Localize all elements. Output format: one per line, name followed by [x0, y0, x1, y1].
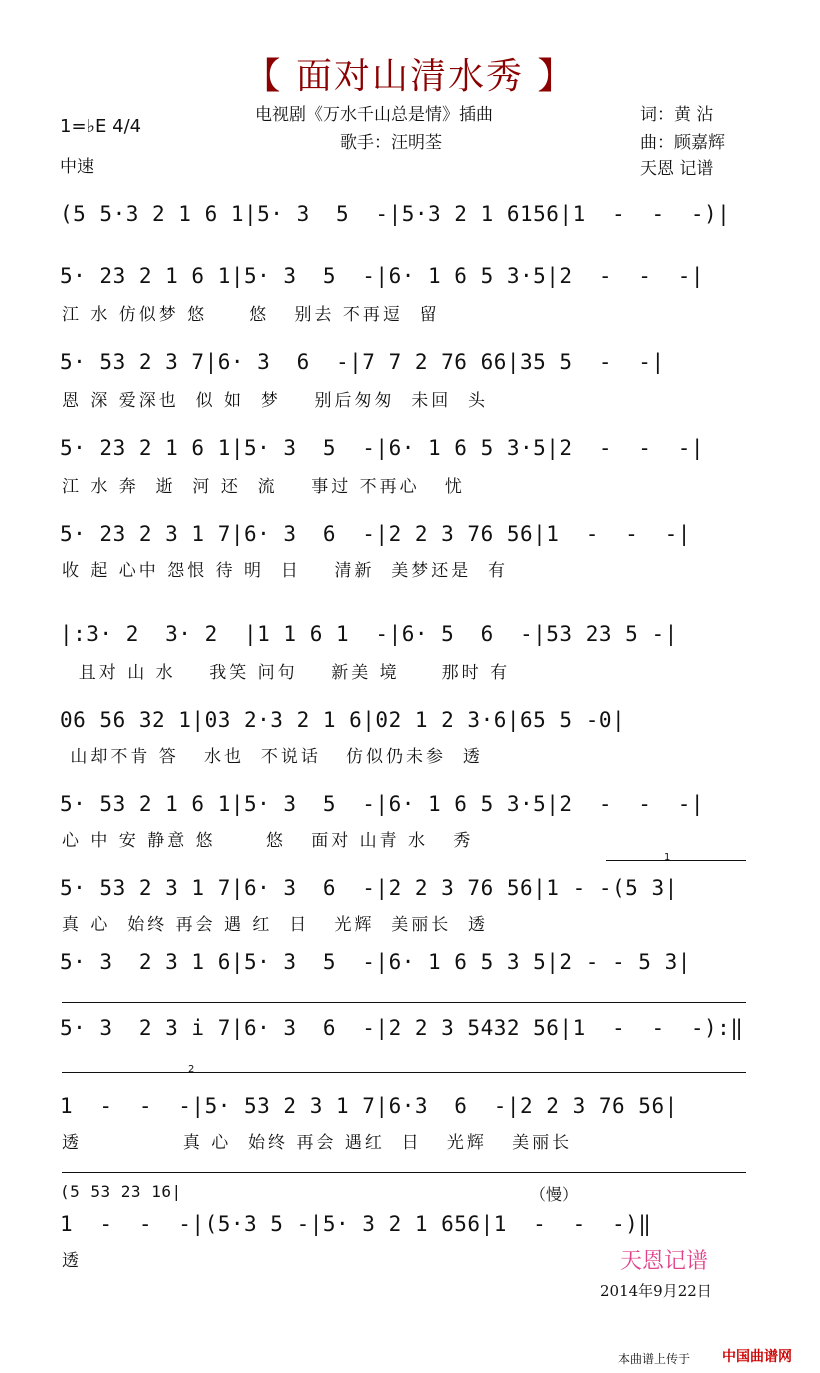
score-line-4: 5· 23 2 1 6 1|5· 3 5 -|6· 1 6 5 3·5|2 - - -| — [60, 436, 705, 460]
ending-1-bracket — [606, 860, 746, 861]
singer: 歌手：汪明荃 — [340, 133, 442, 153]
score-line-14: 1 - - -|(5·3 5 -|5· 3 2 1 656|1 - - -)‖ — [60, 1212, 652, 1236]
ending-1-label: 1 — [664, 852, 671, 863]
ending-2-extension — [62, 1172, 746, 1173]
lyric-line-6: 且对 山 水 我笑 问句 新美 境 那时 有 — [62, 663, 511, 683]
ending-2-bracket — [62, 1072, 746, 1073]
score-line-13: (5 53 23 16| — [60, 1182, 182, 1201]
lyricist: 词：黄 沾 — [640, 105, 714, 125]
ending-2-label: 2 — [188, 1064, 195, 1075]
footer-text: 本曲谱上传于 — [618, 1352, 691, 1366]
score-line-8: 5· 53 2 1 6 1|5· 3 5 -|6· 1 6 5 3·5|2 - - -| — [60, 792, 705, 816]
ending-1-extension — [62, 1002, 746, 1003]
score-line-1: (5 5·3 2 1 6 1|5· 3 5 -|5·3 2 1 6156|1 - - -)| — [60, 202, 731, 226]
lyric-line-9: 真 心 始终 再会 遇 红 日 光辉 美丽长 透 — [62, 915, 489, 935]
score-line-12: 1 - - -|5· 53 2 3 1 7|6·3 6 -|2 2 3 76 56| — [60, 1094, 678, 1118]
score-line-3: 5· 53 2 3 7|6· 3 6 -|7 7 2 76 66|35 5 - -| — [60, 350, 665, 374]
lyric-line-8: 心 中 安 静意 悠 悠 面对 山青 水 秀 — [62, 831, 474, 851]
transcriber: 天恩 记谱 — [640, 159, 714, 179]
slow-mark: （慢） — [530, 1185, 579, 1204]
score-line-2: 5· 23 2 1 6 1|5· 3 5 -|6· 1 6 5 3·5|2 - - -| — [60, 264, 705, 288]
score-line-7: 06 56 32 1|03 2·3 2 1 6|02 1 2 3·6|65 5 -0| — [60, 708, 626, 732]
score-line-6: |:3· 2 3· 2 |1 1 6 1 -|6· 5 6 -|53 23 5 -| — [60, 622, 678, 646]
lyric-line-12: 透 真 心 始终 再会 遇红 日 光辉 美丽长 — [62, 1133, 573, 1153]
lyric-line-14: 透 — [62, 1251, 82, 1271]
tempo-mark: 中速 — [60, 157, 94, 177]
score-line-9: 5· 53 2 3 1 7|6· 3 6 -|2 2 3 76 56|1 - -(5 3| — [60, 876, 678, 900]
transcriber-stamp: 天恩记谱 — [620, 1249, 709, 1274]
lyric-line-7: 山却不肯 答 水也 不说话 仿似仍未参 透 — [62, 747, 483, 767]
score-line-10: 5· 3 2 3 1 6|5· 3 5 -|6· 1 6 5 3 5|2 - - 5 3| — [60, 950, 691, 974]
song-title: 【 面对山清水秀 】 — [244, 56, 576, 97]
subtitle: 电视剧《万水千山总是情》插曲 — [255, 105, 493, 125]
composer: 曲：顾嘉辉 — [640, 133, 725, 153]
lyric-line-2: 江 水 仿似梦 悠 悠 别去 不再逗 留 — [62, 305, 440, 325]
date: 2014年9月22日 — [600, 1282, 712, 1300]
site-logo[interactable]: 中国曲谱网 — [722, 1349, 792, 1365]
key-signature: 1=♭E 4/4 — [60, 116, 142, 137]
lyric-line-4: 江 水 奔 逝 河 还 流 事过 不再心 忧 — [62, 477, 465, 497]
score-line-5: 5· 23 2 3 1 7|6· 3 6 -|2 2 3 76 56|1 - - -| — [60, 522, 691, 546]
score-line-11: 5· 3 2 3 i 7|6· 3 6 -|2 2 3 5432 56|1 - - -):‖ — [60, 1016, 744, 1040]
lyric-line-5: 收 起 心中 怨恨 待 明 日 清新 美梦还是 有 — [62, 561, 509, 581]
lyric-line-3: 恩 深 爱深也 似 如 梦 别后匆匆 未回 头 — [62, 391, 489, 411]
